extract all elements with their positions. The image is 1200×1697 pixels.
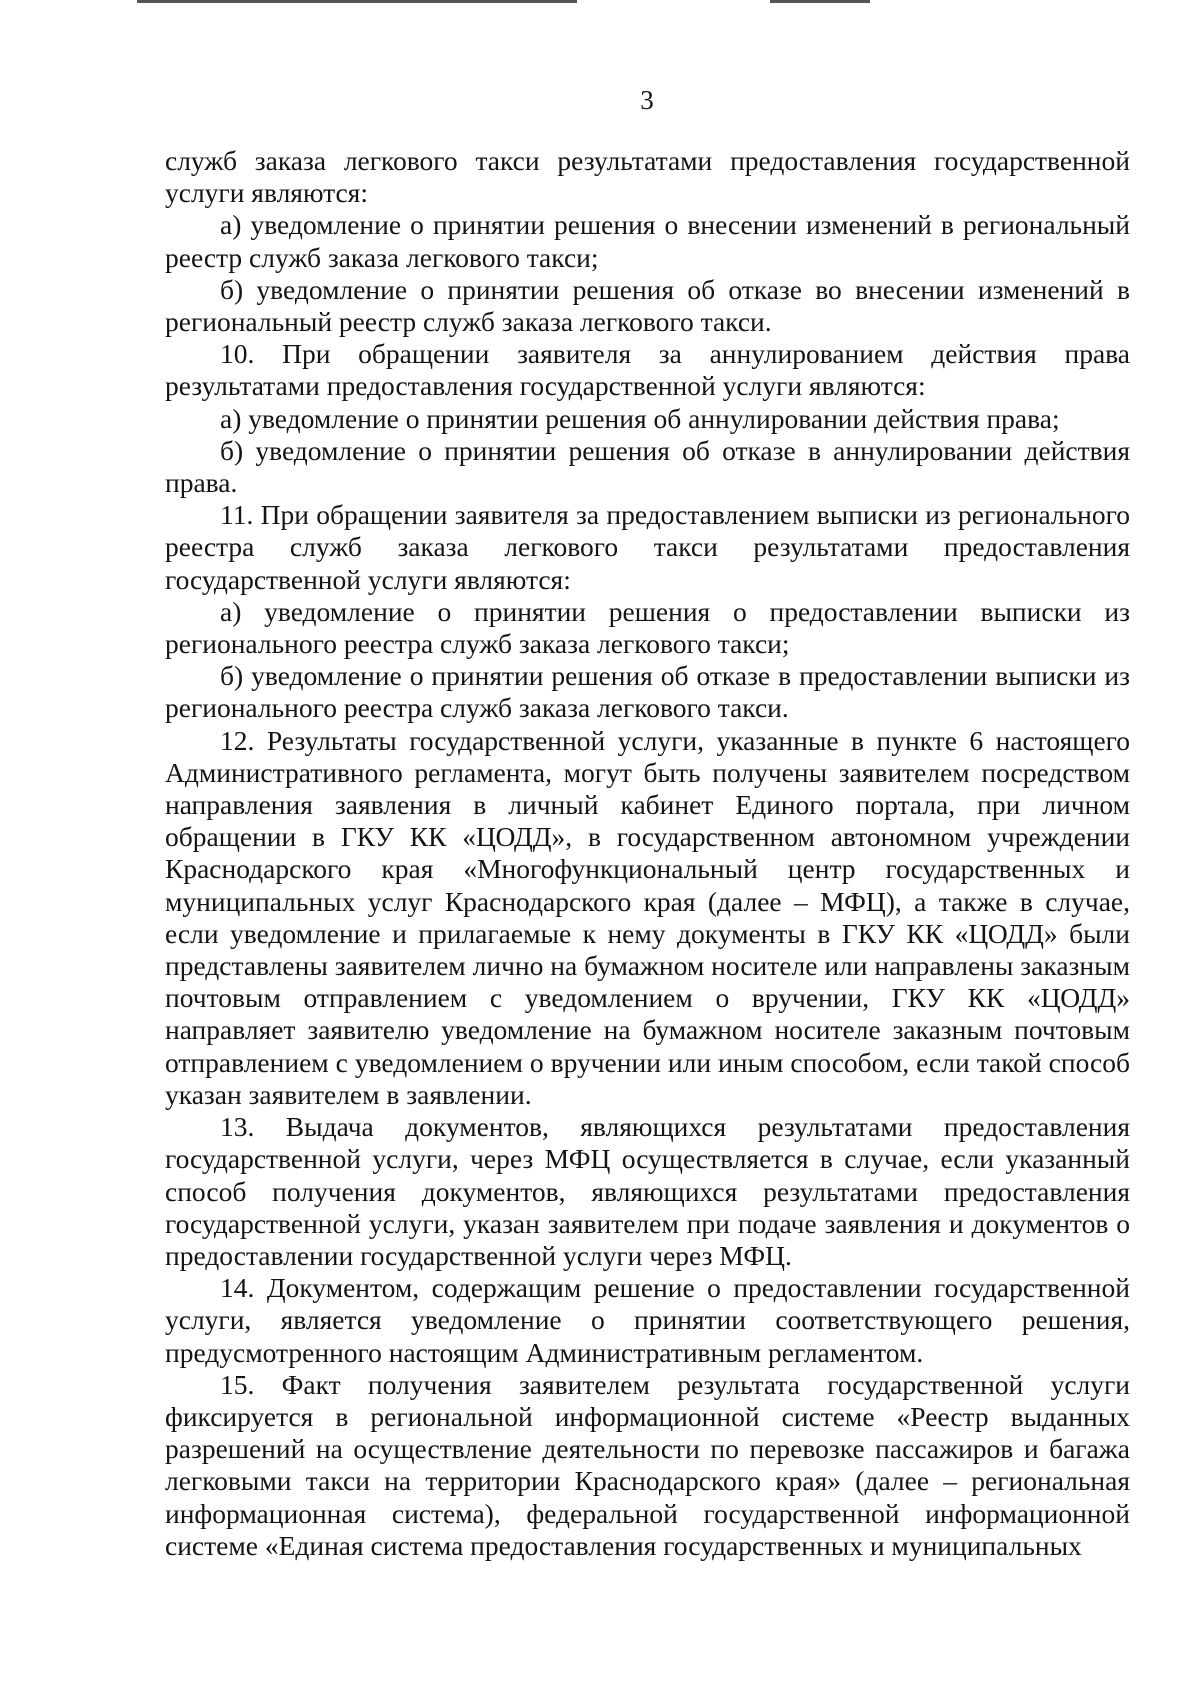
paragraph-item-10b: б) уведомление о принятии решения об отказе в аннулировании действия права. (165, 434, 1130, 499)
paragraph-item-11a: а) уведомление о принятии решения о предоставлении выписки из регионального реестра служб заказа легкового такси; (165, 595, 1130, 660)
paragraph-item-9b: б) уведомление о принятии решения об отказе во внесении изменений в региональный реестр служб заказа легкового такси. (165, 273, 1130, 338)
page-number: 3 (640, 85, 654, 115)
paragraph-clause-13: 13. Выдача документов, являющихся результатами предоставления государственной услуги, через МФЦ осуществляется в случае, если указанный способ получения документов, являющихся результатами предоставления государственной услуги, указан заявителем при подаче заявления и документов о предоставлении государственной услуги через МФЦ. (165, 1111, 1130, 1271)
paragraph-clause-10: 10. При обращении заявителя за аннулированием действия права результатами предоставления государственной услуги являются: (165, 338, 1130, 402)
paragraph-item-10a: а) уведомление о принятии решения об аннулировании действия права; (220, 402, 1060, 434)
paragraph-item-11b: б) уведомление о принятии решения об отказе в предоставлении выписки из регионального реестра служб заказа легкового такси. (165, 660, 1130, 724)
paragraph-clause-14: 14. Документом, содержащим решение о предоставлении государственной услуги, является уведомление о принятии соответствующего решения, предусмотренного настоящим Административным регламентом. (165, 1272, 1130, 1368)
paragraph-clause-11: 11. При обращении заявителя за предоставлением выписки из регионального реестра служб заказа легкового такси результатами предоставления государственной услуги являются: (165, 499, 1130, 595)
top-rule-left (137, 0, 577, 3)
paragraph-clause-15: 15. Факт получения заявителем результата государственной услуги фиксируется в региональной информационной системе «Реестр выданных разрешений на осуществление деятельности по перевозке пассажиров и багажа легковыми такси на территории Краснодарского края» (далее – региональная информационная система), федеральной государственной информационной системе «Единая система предоставления государственных и муниципальных (165, 1368, 1130, 1561)
document-body (165, 145, 1130, 1562)
paragraph-continuation: служб заказа легкового такси результатами предоставления государственной услуги являются: (165, 145, 1130, 209)
top-rule-right (770, 0, 870, 3)
paragraph-item-9a: а) уведомление о принятии решения о внесении изменений в региональный реестр служб заказа легкового такси; (165, 209, 1130, 273)
paragraph-clause-12: 12. Результаты государственной услуги, указанные в пункте 6 настоящего Административного регламента, могут быть получены заявителем посредством направления заявления в личный кабинет Единого портала, при личном обращении в ГКУ КК «ЦОДД», в государственном автономном учреждении Краснодарского края «Многофункциональный центр государственных и муниципальных услуг Краснодарского края (далее – МФЦ), а также в случае, если уведомление и прилагаемые к нему документы в ГКУ КК «ЦОДД» были представлены заявителем лично на бумажном носителе или направлены заказным почтовым отправлением с уведомлением о вручении, ГКУ КК «ЦОДД» направляет заявителю уведомление на бумажном носителе заказным почтовым отправлением с уведомлением о вручении или иным способом, если такой способ указан заявителем в заявлении. (165, 724, 1130, 1110)
